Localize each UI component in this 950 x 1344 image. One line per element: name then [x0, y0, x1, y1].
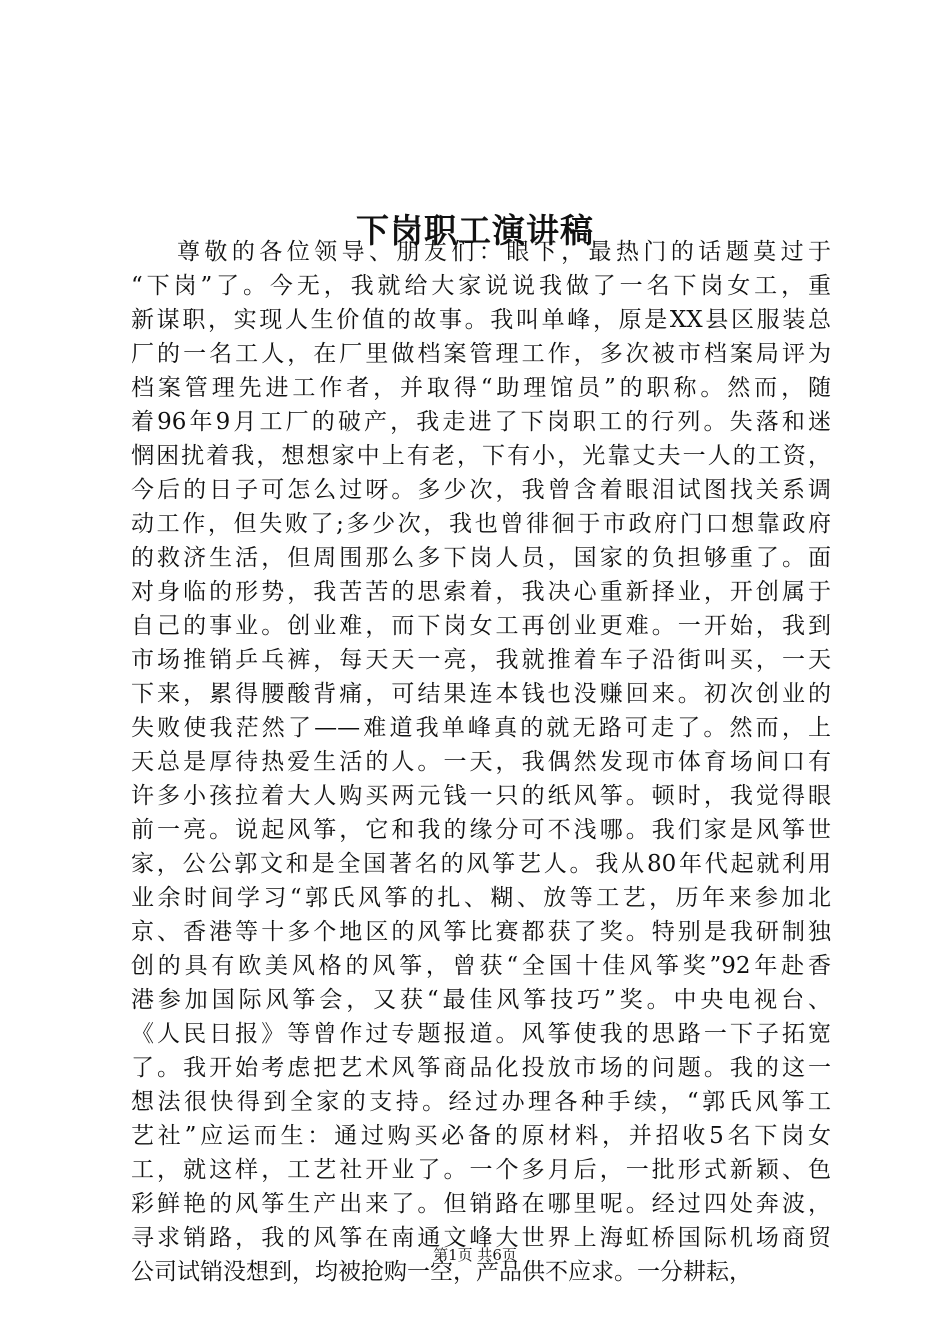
body-line: 家，公公郭文和是全国著名的风筝艺人。我从80年代起就利用 [131, 851, 831, 877]
speech-body [131, 235, 831, 1289]
body-line: 下来，累得腰酸背痛，可结果连本钱也没赚回来。初次创业的 [131, 681, 831, 707]
body-line: 厂的一名工人，在厂里做档案管理工作，多次被市档案局评为 [131, 341, 831, 367]
body-line: 《人民日报》等曾作过专题报道。风筝使我的思路一下子拓宽 [131, 1021, 831, 1047]
body-line: 彩鲜艳的风筝生产出来了。但销路在哪里呢。经过四处奔波， [131, 1191, 831, 1217]
body-line: 惘困扰着我，想想家中上有老，下有小，光靠丈夫一人的工资， [131, 443, 831, 469]
page-footer: 第1页 共6页 [433, 1246, 517, 1264]
body-line: 今后的日子可怎么过呀。多少次，我曾含着眼泪试图找关系调 [131, 477, 831, 503]
body-line: 尊敬的各位领导、朋友们：眼下，最热门的话题莫过于 [177, 239, 831, 265]
body-line: 市场推销乒乓裤，每天天一亮，我就推着车子沿街叫买，一天 [131, 647, 831, 673]
body-line: 公司试销没想到，均被抢购一空，产品供不应求。一分耕耘， [131, 1259, 752, 1285]
body-line: 天总是厚待热爱生活的人。一天，我偶然发现市体育场间口有 [131, 749, 831, 775]
body-line: 创的具有欧美风格的风筝，曾获“全国十佳风筝奖”92年赴香 [131, 953, 831, 979]
body-line: 着96年9月工厂的破产，我走进了下岗职工的行列。失落和迷 [131, 409, 831, 435]
body-line: 想法很快得到全家的支持。经过办理各种手续，“郭氏风筝工 [131, 1089, 831, 1115]
body-line: 新谋职，实现人生价值的故事。我叫单峰，原是XX县区服装总 [131, 307, 831, 333]
body-line: 港参加国际风筝会，又获“最佳风筝技巧”奖。中央电视台、 [131, 987, 831, 1013]
body-line: 档案管理先进工作者，并取得“助理馆员”的职称。然而，随 [131, 375, 831, 401]
document-title: 下岗职工演讲稿 [356, 211, 594, 251]
body-line: 京、香港等十多个地区的风筝比赛都获了奖。特别是我研制独 [131, 919, 831, 945]
body-line: 工，就这样，工艺社开业了。一个多月后，一批形式新颖、色 [131, 1157, 831, 1183]
body-line: 寻求销路，我的风筝在南通文峰大世界上海虹桥国际机场商贸 [131, 1225, 831, 1251]
body-line: 前一亮。说起风筝，它和我的缘分可不浅哪。我们家是风筝世 [131, 817, 831, 843]
body-line: 的救济生活，但周围那么多下岗人员，国家的负担够重了。面 [131, 545, 831, 571]
body-line: 对身临的形势，我苦苦的思索着，我决心重新择业，开创属于 [131, 579, 831, 605]
body-line: 自己的事业。创业难，而下岗女工再创业更难。一开始，我到 [131, 613, 831, 639]
body-line: 业余时间学习“郭氏风筝的扎、糊、放等工艺，历年来参加北 [131, 885, 831, 911]
body-line: 了。我开始考虑把艺术风筝商品化投放市场的问题。我的这一 [131, 1055, 831, 1081]
body-line: 动工作，但失败了;多少次，我也曾徘徊于市政府门口想靠政府 [131, 511, 831, 537]
body-line: 失败使我茫然了——难道我单峰真的就无路可走了。然而，上 [131, 715, 831, 741]
body-line: “下岗”了。今无，我就给大家说说我做了一名下岗女工，重 [131, 273, 831, 299]
body-line: 许多小孩拉着大人购买两元钱一只的纸风筝。顿时，我觉得眼 [131, 783, 831, 809]
body-line: 艺社”应运而生：通过购买必备的原材料，并招收5名下岗女 [131, 1123, 831, 1149]
